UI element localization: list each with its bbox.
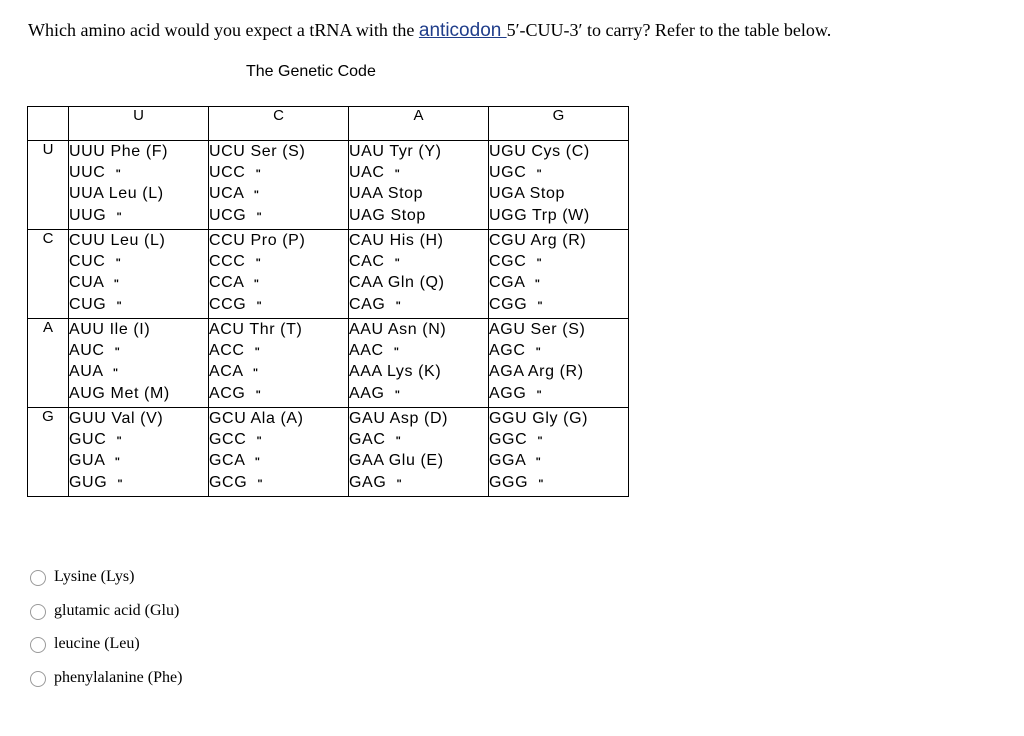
codon-entry (349, 429, 488, 450)
column-header-g: G (489, 107, 629, 141)
codon-text: CGC (489, 253, 537, 271)
codon-text: GGC (489, 431, 538, 449)
ditto-mark: " (255, 168, 260, 181)
codon-cell (69, 319, 209, 408)
codon-text: GGU Gly (G) (489, 410, 589, 427)
codon-entry (69, 183, 208, 204)
option-label: glutamic acid (Glu) (54, 601, 180, 619)
table-header-row (28, 107, 629, 141)
codon-entry (209, 230, 348, 251)
codon-entry (489, 319, 628, 340)
codon-entry (69, 361, 208, 382)
column-header-u: U (69, 107, 209, 141)
codon-entry (209, 361, 348, 382)
codon-entry (69, 472, 208, 493)
codon-text: CCC (209, 253, 256, 271)
codon-entry (209, 251, 348, 272)
codon-entry (69, 340, 208, 361)
ditto-mark: " (536, 257, 541, 270)
codon-text: CAU His (H) (349, 232, 444, 249)
ditto-mark: " (255, 388, 260, 401)
codon-entry (489, 361, 628, 382)
codon-text: CAA Gln (Q) (349, 274, 445, 292)
codon-cell (209, 408, 349, 497)
ditto-mark: " (394, 388, 399, 401)
codon-entry (69, 450, 208, 471)
ditto-mark: " (113, 278, 119, 291)
codon-text: ACG (209, 384, 256, 402)
codon-entry (209, 183, 348, 204)
codon-entry (209, 340, 348, 361)
codon-entry (69, 205, 208, 226)
ditto-mark: " (535, 456, 540, 469)
codon-text: AAG (349, 384, 395, 402)
table-row (28, 319, 629, 408)
answer-option-phenylalanine[interactable] (30, 669, 182, 703)
row-header: G (28, 408, 69, 497)
row-header: C (28, 230, 69, 319)
table-row (28, 141, 629, 230)
codon-text: UGC (489, 164, 537, 182)
codon-text: GAU Asp (D) (349, 410, 449, 427)
codon-text: GAG (349, 473, 397, 491)
codon-cell (209, 141, 349, 230)
codon-entry (349, 251, 488, 272)
column-header-a: A (349, 107, 489, 141)
codon-text: CUA (69, 274, 114, 292)
table-row (28, 230, 629, 319)
codon-entry (349, 183, 488, 204)
codon-entry (489, 141, 628, 162)
ditto-mark: " (395, 299, 400, 312)
codon-entry (489, 272, 628, 293)
codon-entry (489, 162, 628, 183)
ditto-mark: " (257, 477, 262, 490)
codon-text: CAG (349, 295, 396, 313)
answer-option-glutamic-acid[interactable] (30, 602, 182, 636)
ditto-mark: " (252, 367, 258, 380)
table-corner-cell (28, 107, 69, 141)
codon-text: UAU Tyr (Y) (349, 143, 442, 160)
question-text (28, 20, 831, 42)
anticodon-link[interactable]: anticodon (418, 20, 507, 41)
codon-entry (209, 429, 348, 450)
codon-entry (209, 472, 348, 493)
ditto-mark: " (255, 257, 260, 270)
genetic-code-table (27, 106, 629, 497)
ditto-mark: " (395, 435, 400, 448)
codon-text: GUU Val (V) (69, 410, 164, 427)
codon-text: CGA (489, 274, 535, 292)
codon-cell (349, 319, 489, 408)
codon-text: CGG (489, 295, 538, 313)
codon-entry (349, 472, 488, 493)
codon-text: GCC (209, 431, 257, 449)
question-prefix: Which amino acid would you expect a tRNA with the (28, 20, 419, 40)
codon-cell (349, 230, 489, 319)
codon-text: AAA Lys (K) (349, 363, 442, 381)
ditto-mark: " (394, 257, 399, 270)
codon-entry (349, 272, 488, 293)
ditto-mark: " (535, 346, 540, 359)
ditto-mark: " (112, 367, 118, 380)
codon-entry (69, 162, 208, 183)
codon-entry (209, 162, 348, 183)
radio-button[interactable] (30, 671, 46, 687)
codon-entry (489, 205, 628, 226)
codon-entry (349, 230, 488, 251)
codon-cell (209, 319, 349, 408)
codon-text: UUC (69, 164, 116, 182)
codon-entry (69, 294, 208, 315)
codon-text: UAA Stop (349, 185, 424, 203)
codon-text: UCC (209, 164, 256, 182)
ditto-mark: " (115, 168, 120, 181)
codon-text: AUA (69, 363, 113, 381)
radio-button[interactable] (30, 604, 46, 620)
codon-text: ACA (209, 363, 253, 381)
codon-entry (69, 319, 208, 340)
codon-text: UGG Trp (W) (489, 206, 590, 224)
codon-entry (69, 383, 208, 404)
ditto-mark: " (114, 346, 119, 359)
ditto-mark: " (254, 456, 259, 469)
ditto-mark: " (538, 477, 543, 490)
codon-text: AUC (69, 342, 115, 360)
ditto-mark: " (253, 189, 259, 202)
codon-text: UCA (209, 185, 254, 203)
codon-text: CUG (69, 295, 117, 313)
codon-entry (349, 361, 488, 382)
codon-entry (349, 294, 488, 315)
codon-entry (209, 141, 348, 162)
codon-text: AGU Ser (S) (489, 321, 586, 338)
codon-entry (349, 408, 488, 429)
codon-text: GCU Ala (A) (209, 410, 304, 427)
codon-cell (489, 141, 629, 230)
codon-text: AGA Arg (R) (489, 363, 584, 381)
codon-text: ACC (209, 342, 255, 360)
ditto-mark: " (253, 278, 259, 291)
codon-entry (349, 383, 488, 404)
option-label: Lysine (Lys) (54, 568, 135, 585)
answer-option-leucine[interactable] (30, 635, 182, 669)
ditto-mark: " (116, 210, 121, 223)
codon-text: GAA Glu (E) (349, 452, 444, 470)
codon-entry (209, 272, 348, 293)
codon-entry (69, 272, 208, 293)
codon-text: CAC (349, 253, 395, 271)
ditto-mark: " (536, 388, 541, 401)
codon-text: AGC (489, 342, 536, 360)
codon-entry (209, 294, 348, 315)
codon-text: UAG Stop (349, 206, 426, 224)
codon-entry (209, 205, 348, 226)
codon-cell (489, 319, 629, 408)
row-header: U (28, 141, 69, 230)
radio-button[interactable] (30, 570, 46, 586)
ditto-mark: " (537, 435, 542, 448)
ditto-mark: " (117, 477, 122, 490)
answer-option-lysine[interactable] (30, 568, 182, 602)
codon-text: UUU Phe (F) (69, 143, 169, 160)
ditto-mark: " (256, 210, 261, 223)
ditto-mark: " (394, 168, 399, 181)
ditto-mark: " (116, 435, 121, 448)
codon-entry (209, 383, 348, 404)
codon-text: AUU Ile (I) (69, 321, 151, 338)
codon-cell (349, 141, 489, 230)
ditto-mark: " (256, 435, 261, 448)
ditto-mark: " (393, 346, 399, 359)
option-label: leucine (Leu) (54, 635, 140, 653)
codon-entry (489, 251, 628, 272)
codon-text: UUG (69, 206, 117, 224)
codon-entry (349, 141, 488, 162)
codon-entry (489, 472, 628, 493)
codon-entry (69, 230, 208, 251)
ditto-mark: " (254, 346, 259, 359)
codon-entry (349, 340, 488, 361)
table-row (28, 408, 629, 497)
codon-text: CUU Leu (L) (69, 232, 166, 249)
codon-entry (349, 450, 488, 471)
codon-cell (489, 230, 629, 319)
codon-text: GUA (69, 452, 115, 470)
answer-options (30, 568, 182, 703)
ditto-mark: " (396, 477, 401, 490)
row-header: A (28, 319, 69, 408)
codon-text: UCU Ser (S) (209, 143, 306, 160)
codon-entry (209, 450, 348, 471)
codon-text: GAC (349, 431, 396, 449)
codon-text: GCG (209, 473, 258, 491)
codon-text: AUG Met (M) (69, 384, 170, 402)
codon-text: CCU Pro (P) (209, 232, 306, 249)
codon-text: UUA Leu (L) (69, 185, 164, 203)
codon-text: CCA (209, 274, 254, 292)
column-header-c: C (209, 107, 349, 141)
codon-text: GUG (69, 473, 118, 491)
codon-entry (349, 319, 488, 340)
codon-text: UGA Stop (489, 185, 565, 203)
codon-cell (69, 230, 209, 319)
radio-button[interactable] (30, 637, 46, 653)
codon-entry (69, 251, 208, 272)
table-title: The Genetic Code (246, 63, 376, 80)
ditto-mark: " (114, 456, 119, 469)
codon-text: AAU Asn (N) (349, 321, 447, 338)
ditto-mark: " (115, 257, 120, 270)
codon-text: CUC (69, 253, 116, 271)
ditto-mark: " (536, 168, 541, 181)
ditto-mark: " (537, 299, 542, 312)
codon-cell (69, 408, 209, 497)
codon-text: GCA (209, 452, 255, 470)
codon-entry (209, 319, 348, 340)
codon-cell (209, 230, 349, 319)
codon-entry (69, 141, 208, 162)
codon-text: GGA (489, 452, 536, 470)
codon-entry (489, 183, 628, 204)
codon-text: AGG (489, 384, 537, 402)
codon-entry (489, 429, 628, 450)
option-label: phenylalanine (Phe) (54, 669, 183, 687)
codon-text: UAC (349, 164, 395, 182)
codon-entry (489, 294, 628, 315)
codon-text: AAC (349, 342, 394, 360)
codon-text: GGG (489, 473, 539, 491)
ditto-mark: " (116, 299, 121, 312)
codon-entry (349, 162, 488, 183)
codon-text: ACU Thr (T) (209, 321, 303, 338)
codon-entry (489, 340, 628, 361)
ditto-mark: " (534, 278, 539, 291)
codon-entry (69, 429, 208, 450)
codon-text: GUC (69, 431, 117, 449)
codon-text: CGU Arg (R) (489, 232, 587, 249)
codon-text: UGU Cys (C) (489, 143, 590, 160)
codon-entry (489, 408, 628, 429)
question-suffix: 5′-CUU-3′ to carry? Refer to the table below. (506, 20, 832, 40)
codon-cell (489, 408, 629, 497)
codon-cell (349, 408, 489, 497)
codon-text: UCG (209, 206, 257, 224)
codon-cell (69, 141, 209, 230)
ditto-mark: " (256, 299, 261, 312)
codon-entry (489, 383, 628, 404)
codon-entry (349, 205, 488, 226)
codon-entry (69, 408, 208, 429)
codon-entry (209, 408, 348, 429)
codon-text: CCG (209, 295, 257, 313)
codon-entry (489, 450, 628, 471)
codon-entry (489, 230, 628, 251)
